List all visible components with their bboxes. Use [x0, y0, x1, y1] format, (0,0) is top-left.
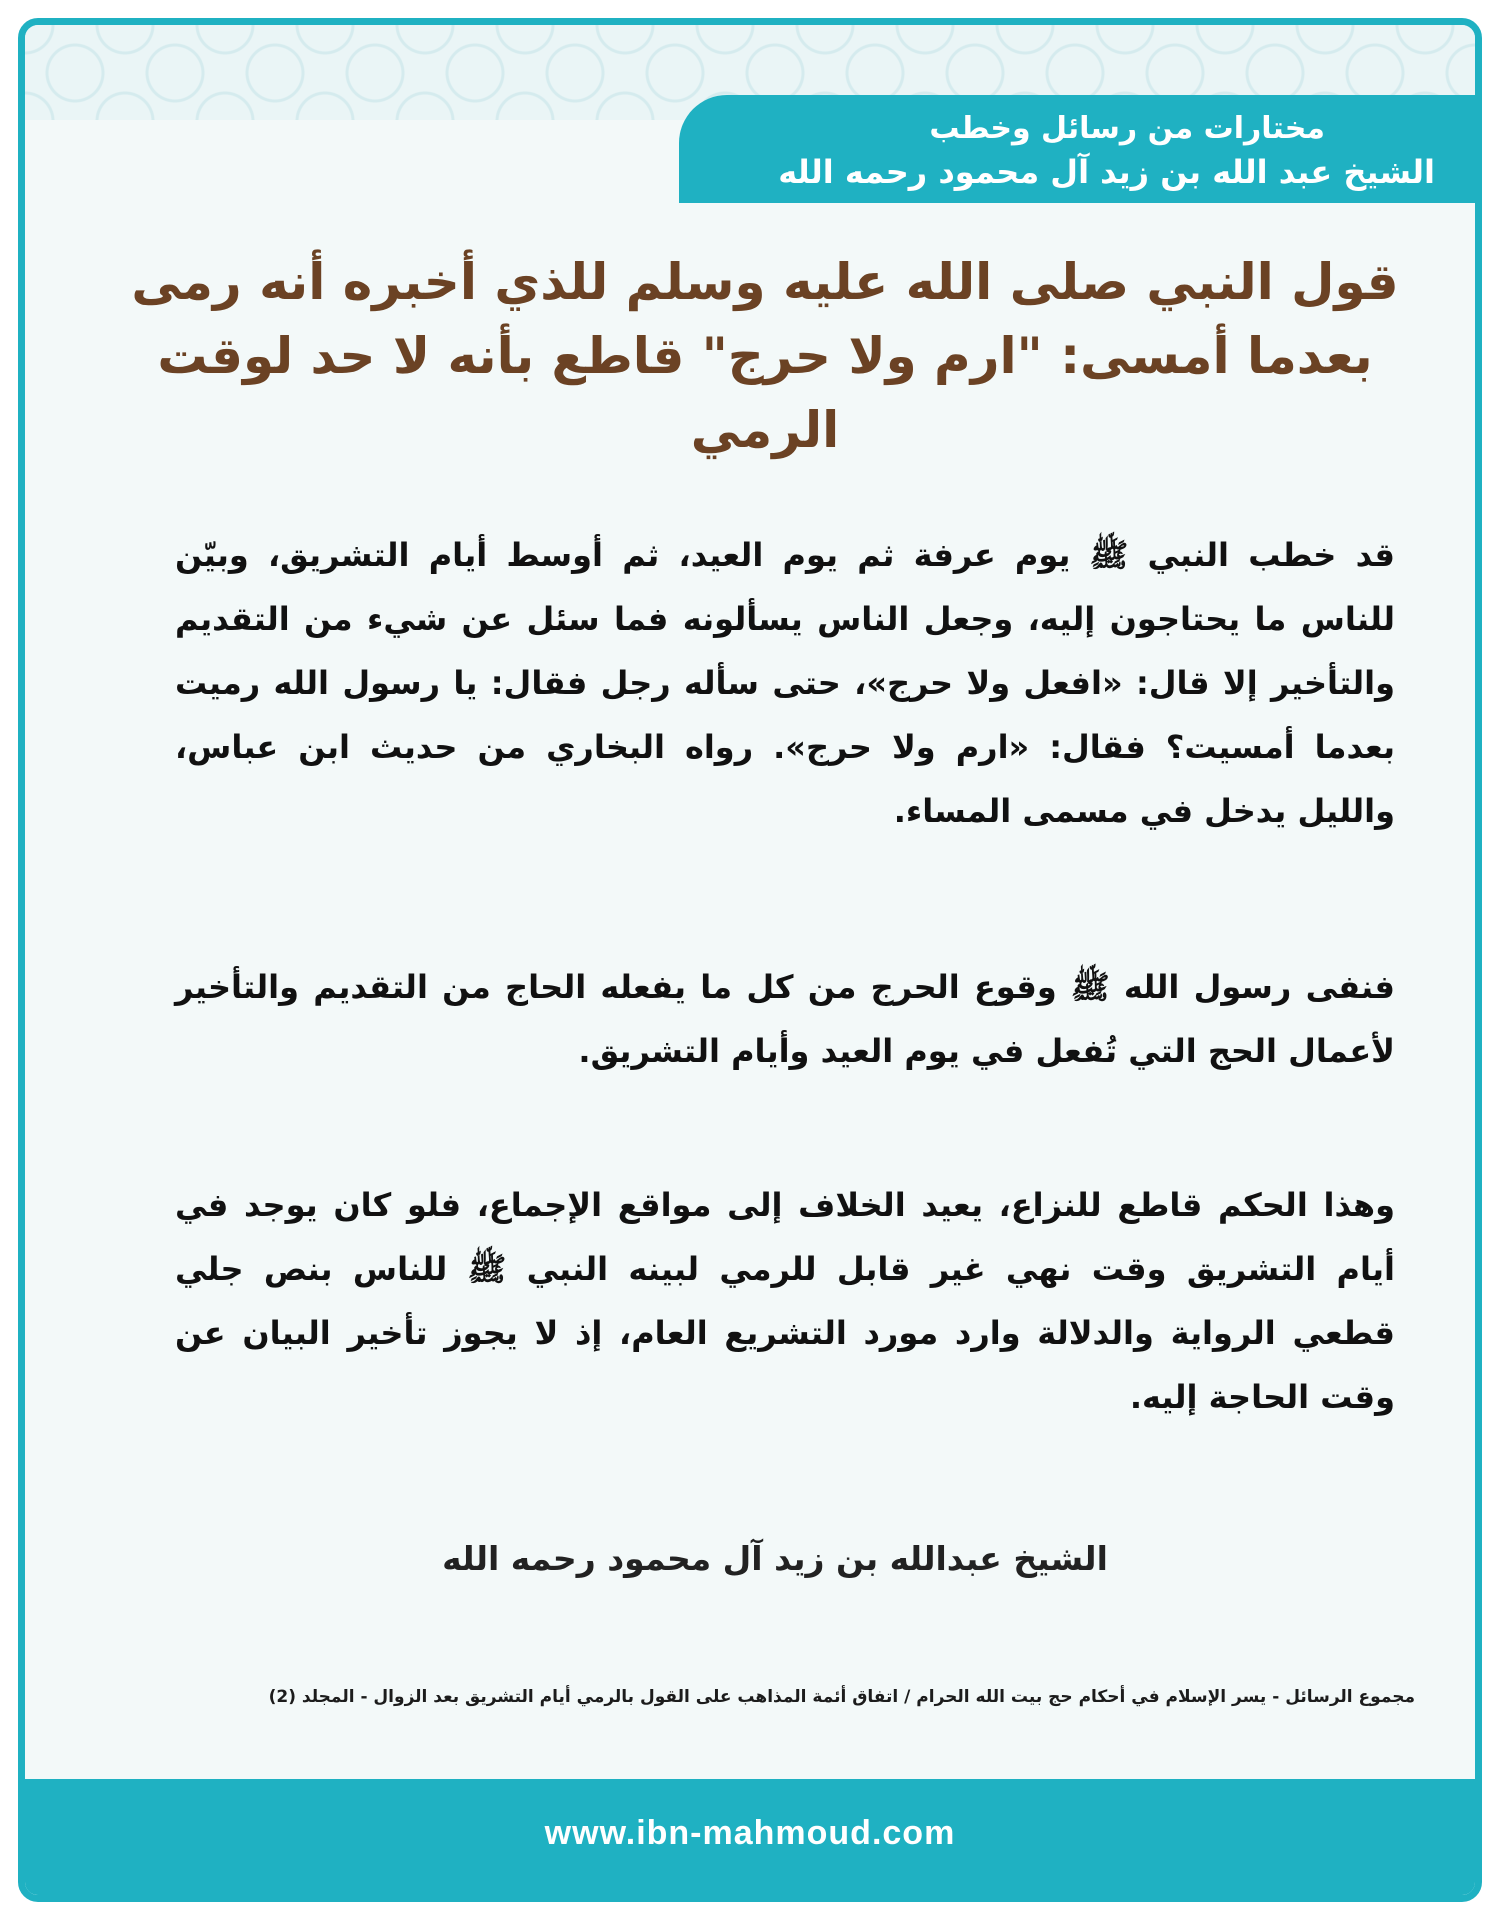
paragraph-2: فنفى رسول الله ﷺ وقوع الحرج من كل ما يفعله الحاج من التقديم والتأخير لأعمال الحج التي تُفعل في يوم العيد وأيام التشريق. [175, 968, 1395, 1070]
website-link[interactable]: www.ibn-mahmoud.com [544, 1814, 956, 1852]
paragraph-1: قد خطب النبي ﷺ يوم عرفة ثم يوم العيد، ثم أوسط أيام التشريق، وبيّن للناس ما يحتاجون إليه، وجعل الناس يسألونه فما سئل عن شيء من التقديم والتأخير إلا قال: «افعل ولا حرج»، حتى سأله رجل فقال: يا رسول الله رميت بعدما أمسيت؟ فقال: «ارم ولا حرج». رواه البخاري من حديث ابن عباس، والليل يدخل في مسمى المساء. [175, 536, 1395, 830]
footer-bar [25, 1779, 1475, 1895]
source-citation: مجموع الرسائل - يسر الإسلام في أحكام حج بيت الله الحرام / اتفاق أئمة المذاهب على القول بالرمي أيام التشريق بعد الزوال - المجلد (2) [268, 1687, 1415, 1707]
signature: الشيخ عبدالله بن زيد آل محمود رحمه الله [442, 1539, 1108, 1578]
article-title: قول النبي صلى الله عليه وسلم للذي أخبره أنه رمى بعدما أمسى: "ارم ولا حرج" قاطع بأنه لا حد لوقت الرمي [131, 253, 1399, 459]
header-banner [679, 95, 1475, 203]
header-author: الشيخ عبد الله بن زيد آل محمود رحمه الله [778, 153, 1435, 191]
paragraph-3: وهذا الحكم قاطع للنزاع، يعيد الخلاف إلى مواقع الإجماع، فلو كان يوجد في أيام التشريق وقت نهي غير قابل للرمي لبينه النبي ﷺ للناس بنص جلي قطعي الرواية والدلالة وارد مورد التشريع العام، إذ لا يجوز تأخير البيان عن وقت الحاجة إليه. [175, 1186, 1395, 1416]
header-series-title: مختارات من رسائل وخطب [929, 111, 1325, 146]
page-frame [18, 18, 1482, 1902]
